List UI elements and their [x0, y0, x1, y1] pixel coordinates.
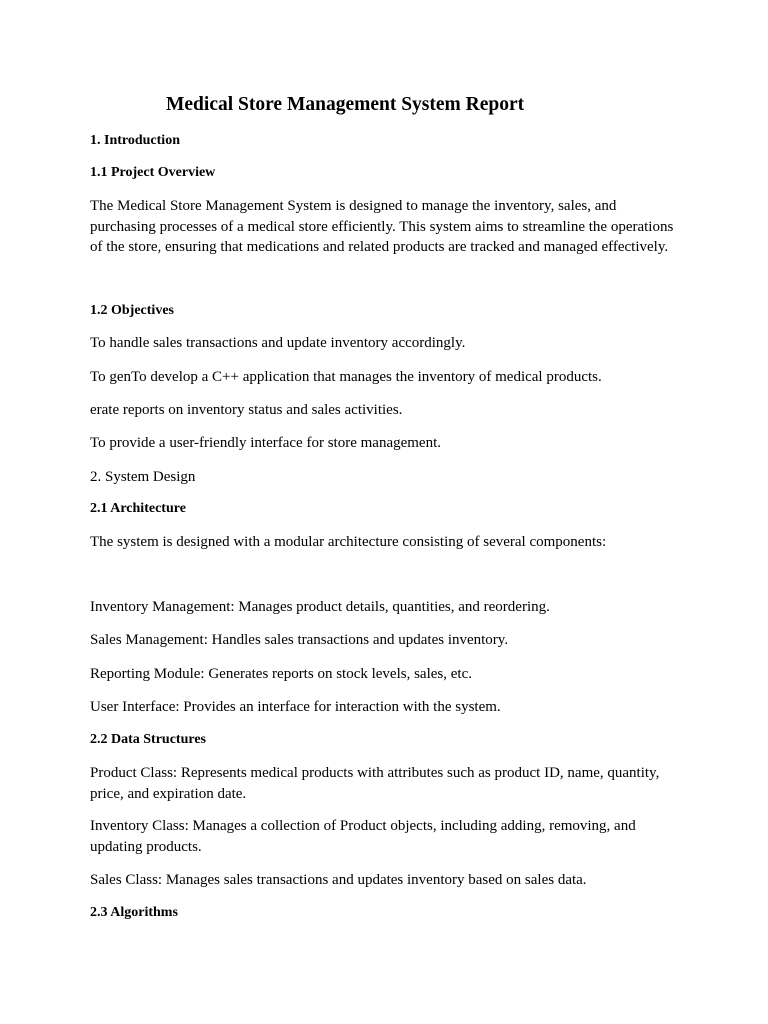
project-overview-paragraph: The Medical Store Management System is designed to manage the inventory, sales, and purchasing processes of a medical store efficiently. This system aims to streamline the operations of the store, ensuring that medications and related products are tracked and managed effectively.	[90, 198, 674, 255]
architecture-heading: 2.1 Architecture	[90, 501, 186, 516]
data-structure-item: Product Class: Represents medical products with attributes such as product ID, name, quantity, price, and expiration date.	[90, 765, 660, 802]
objective-item: erate reports on inventory status and sales activities.	[90, 402, 403, 418]
system-design-heading: 2. System Design	[90, 469, 196, 485]
objective-item: To handle sales transactions and update inventory accordingly.	[90, 335, 466, 351]
algorithms-heading: 2.3 Algorithms	[90, 905, 178, 920]
project-overview-heading: 1.1 Project Overview	[90, 165, 216, 180]
introduction-heading: 1. Introduction	[90, 133, 180, 148]
data-structure-item: Sales Class: Manages sales transactions and updates inventory based on sales data.	[90, 872, 587, 888]
objectives-heading: 1.2 Objectives	[90, 303, 174, 318]
document-title: Medical Store Management System Report	[166, 94, 525, 115]
component-item: Reporting Module: Generates reports on stock levels, sales, etc.	[90, 666, 472, 682]
data-structures-heading: 2.2 Data Structures	[90, 732, 207, 747]
component-item: User Interface: Provides an interface for interaction with the system.	[90, 699, 501, 715]
component-item: Sales Management: Handles sales transactions and updates inventory.	[90, 632, 509, 648]
objective-item: To genTo develop a C++ application that manages the inventory of medical products.	[90, 369, 602, 385]
objective-item: To provide a user-friendly interface for store management.	[90, 435, 441, 451]
component-item: Inventory Management: Manages product details, quantities, and reordering.	[90, 599, 550, 615]
data-structure-item: Inventory Class: Manages a collection of Product objects, including adding, removing, and updating products.	[90, 818, 636, 855]
architecture-intro: The system is designed with a modular architecture consisting of several components:	[90, 534, 607, 550]
